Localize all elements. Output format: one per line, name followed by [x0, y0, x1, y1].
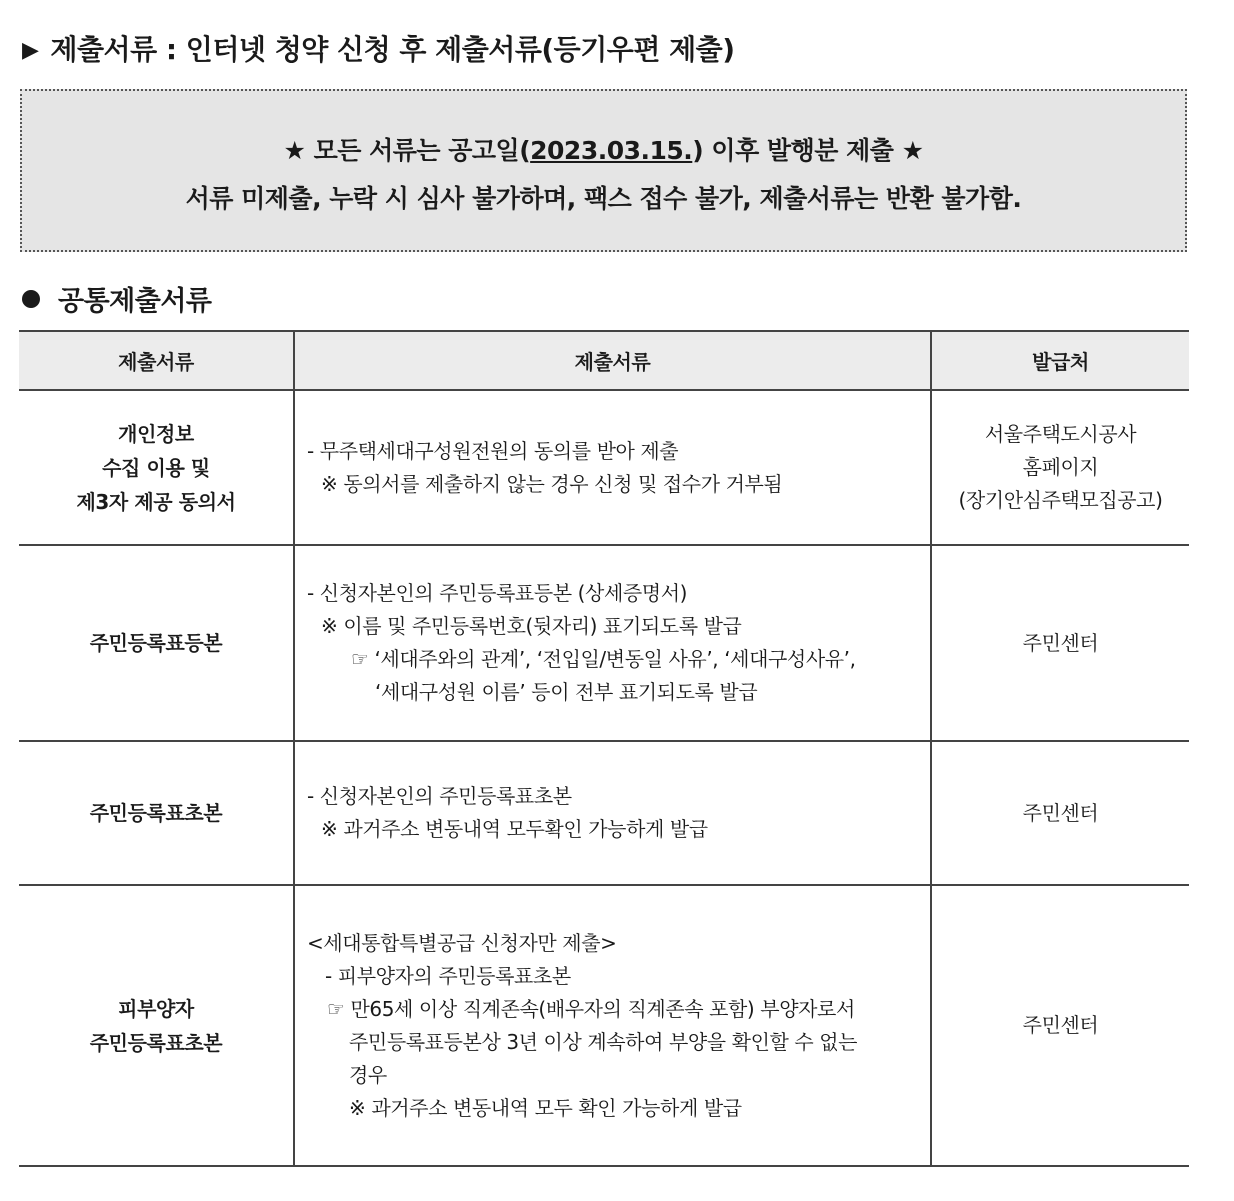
table-header-row: [19, 331, 1189, 390]
description-line: - 피부양자의 주민등록표초본: [325, 963, 571, 988]
description-line: - 신청자본인의 주민등록표초본: [307, 784, 572, 808]
table-row: [19, 885, 1189, 1166]
description-line: - 무주택세대구성원전원의 동의를 받아 제출: [307, 438, 679, 463]
document-issuer: 주민센터: [931, 885, 1189, 1166]
notice-line-1-prefix: ★ 모든 서류는 공고일(: [283, 136, 531, 165]
document-name: 피부양자 주민등록표초본: [19, 885, 294, 1166]
description-line: <세대통합특별공급 신청자만 제출>: [307, 930, 617, 955]
description-line: - 신청자본인의 주민등록표등본 (상세증명서): [307, 581, 688, 605]
triangle-marker-icon: ▶: [22, 38, 39, 63]
table-row: [19, 390, 1189, 545]
notice-box: [20, 89, 1187, 252]
subsection-heading: [22, 279, 212, 318]
notice-line-1-suffix: ) 이후 발행분 제출 ★: [692, 136, 924, 165]
document-issuer: 서울주택도시공사 홈페이지 (장기안심주택모집공고): [931, 390, 1189, 545]
document-name: 주민등록표등본: [19, 545, 294, 741]
description-line: ※ 과거주소 변동내역 모두확인 가능하게 발급: [321, 817, 708, 841]
description-line: ‘세대구성원 이름’ 등이 전부 표기되도록 발급: [375, 680, 758, 704]
description-line: ☞ ‘세대주와의 관계’, ‘전입일/변동일 사유’, ‘세대구성사유’,: [351, 647, 856, 671]
document-issuer: 주민센터: [931, 741, 1189, 885]
description-line: 경우: [349, 1062, 387, 1087]
document-description: [294, 741, 931, 885]
table-row: [19, 741, 1189, 885]
notice-line-2: 서류 미제출, 누락 시 심사 불가하며, 팩스 접수 불가, 제출서류는 반환 불가함.: [185, 184, 1022, 213]
header-document: 제출서류: [19, 331, 294, 390]
section-heading-text: 제출서류 : 인터넷 청약 신청 후 제출서류(등기우편 제출): [50, 33, 735, 66]
section-heading: [22, 28, 735, 68]
description-line: ☞ 만65세 이상 직계존속(배우자의 직계존속 포함) 부양자로서: [327, 996, 855, 1021]
document-description: [294, 390, 931, 545]
document-description: [294, 885, 931, 1166]
subsection-title: 공통제출서류: [58, 286, 212, 317]
description-line: ※ 이름 및 주민등록번호(뒷자리) 표기되도록 발급: [321, 614, 742, 638]
description-line: ※ 과거주소 변동내역 모두 확인 가능하게 발급: [349, 1095, 742, 1120]
document-issuer: 주민센터: [931, 545, 1189, 741]
bullet-icon: [22, 290, 40, 308]
header-issuer: 발급처: [931, 331, 1189, 390]
description-line: 주민등록표등본상 3년 이상 계속하여 부양을 확인할 수 없는: [349, 1029, 858, 1054]
document-description: [294, 545, 931, 741]
notice-line-1: [22, 131, 1185, 167]
notice-date: 2023.03.15.: [530, 136, 693, 165]
document-name: 주민등록표초본: [19, 741, 294, 885]
table-row: [19, 545, 1189, 741]
document-name: 개인정보 수집 이용 및 제3자 제공 동의서: [19, 390, 294, 545]
documents-table: [19, 330, 1189, 1167]
header-document-detail: 제출서류: [294, 331, 931, 390]
description-line: ※ 동의서를 제출하지 않는 경우 신청 및 접수가 거부됨: [321, 471, 783, 496]
